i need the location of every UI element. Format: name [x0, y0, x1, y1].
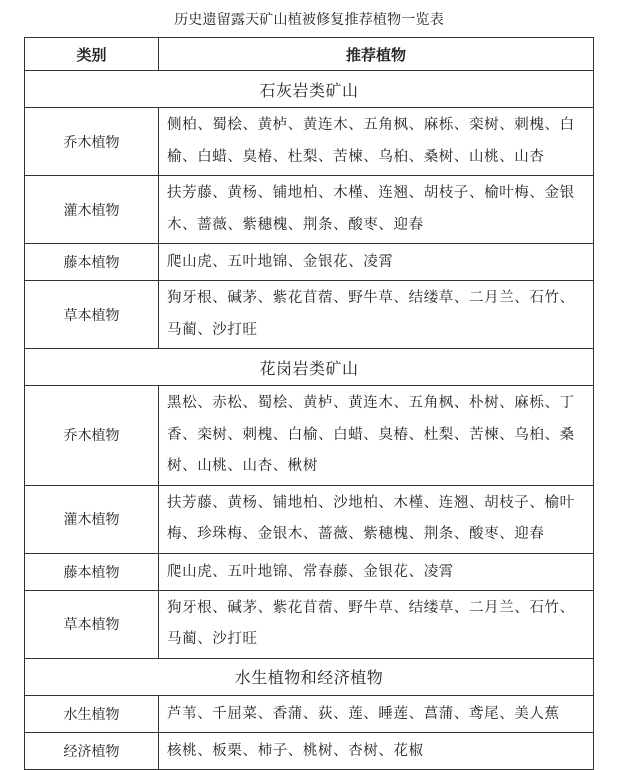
plants-cell: 核桃、板栗、柿子、桃树、杏树、花椒 [159, 732, 594, 769]
section-title: 石灰岩类矿山 [25, 71, 594, 108]
category-cell: 水生植物 [25, 695, 159, 732]
plants-cell: 狗牙根、碱茅、紫花苜蓿、野牛草、结缕草、二月兰、石竹、马蔺、沙打旺 [159, 281, 594, 349]
table-row [25, 244, 594, 281]
section-title: 水生植物和经济植物 [25, 658, 594, 695]
category-cell: 乔木植物 [25, 386, 159, 486]
header-plants: 推荐植物 [159, 38, 594, 71]
plants-cell: 扶芳藤、黄杨、铺地柏、木槿、连翘、胡枝子、榆叶梅、金银木、蔷薇、紫穗槐、荆条、酸枣、迎春 [159, 176, 594, 244]
header-category: 类别 [25, 38, 159, 71]
plants-cell: 扶芳藤、黄杨、铺地柏、沙地柏、木槿、连翘、胡枝子、榆叶梅、珍珠梅、金银木、蔷薇、紫穗槐、荆条、酸枣、迎春 [159, 485, 594, 553]
table-row [25, 695, 594, 732]
category-cell: 草本植物 [25, 590, 159, 658]
plants-cell: 爬山虎、五叶地锦、金银花、凌霄 [159, 244, 594, 281]
table-title: 历史遗留露天矿山植被修复推荐植物一览表 [174, 12, 444, 28]
section-row [25, 349, 594, 386]
category-cell: 灌木植物 [25, 176, 159, 244]
table-row [25, 590, 594, 658]
category-cell: 藤本植物 [25, 244, 159, 281]
recommended-plants-table [24, 37, 594, 770]
category-cell: 经济植物 [25, 732, 159, 769]
table-row [25, 553, 594, 590]
category-cell: 草本植物 [25, 281, 159, 349]
plants-cell: 黑松、赤松、蜀桧、黄栌、黄连木、五角枫、朴树、麻栎、丁香、栾树、刺槐、白榆、白蜡、臭椿、杜梨、苦楝、乌桕、桑树、山桃、山杏、楸树 [159, 386, 594, 486]
section-row [25, 71, 594, 108]
section-title: 花岗岩类矿山 [25, 349, 594, 386]
category-cell: 乔木植物 [25, 108, 159, 176]
table-row [25, 732, 594, 769]
table-row [25, 281, 594, 349]
header-row [25, 38, 594, 71]
table-row [25, 176, 594, 244]
plants-cell: 芦苇、千屈菜、香蒲、荻、莲、睡莲、菖蒲、鸢尾、美人蕉 [159, 695, 594, 732]
plants-cell: 爬山虎、五叶地锦、常春藤、金银花、凌霄 [159, 553, 594, 590]
category-cell: 灌木植物 [25, 485, 159, 553]
section-row [25, 658, 594, 695]
table-row [25, 485, 594, 553]
plants-cell: 狗牙根、碱茅、紫花苜蓿、野牛草、结缕草、二月兰、石竹、马蔺、沙打旺 [159, 590, 594, 658]
category-cell: 藤本植物 [25, 553, 159, 590]
table-row [25, 386, 594, 486]
table-row [25, 108, 594, 176]
plants-cell: 侧柏、蜀桧、黄栌、黄连木、五角枫、麻栎、栾树、刺槐、白榆、白蜡、臭椿、杜梨、苦楝、乌桕、桑树、山桃、山杏 [159, 108, 594, 176]
